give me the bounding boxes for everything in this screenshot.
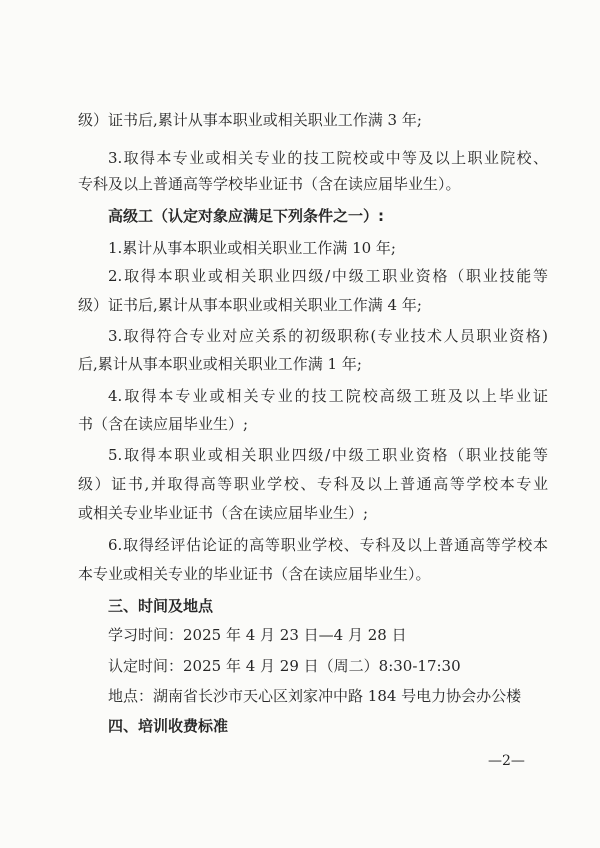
text-line: 3.取得本专业或相关专业的技工院校或中等及以上职业院校、 [108,149,548,167]
section-heading: 高级工（认定对象应满足下列条件之一）: [108,207,385,225]
text-line: 认定时间：2025 年 4 月 29 日（周二）8:30-17:30 [108,657,461,675]
text-line: 级）证书后,累计从事本职业或相关职业工作满 3 年; [78,111,422,129]
text-line: 5.取得本职业或相关职业四级/中级工职业资格（职业技能等 [108,446,548,464]
text-line: 6.取得经评估论证的高等职业学校、专科及以上普通高等学校本 [108,536,548,554]
text-line: 4.取得本专业或相关专业的技工院校高级工班及以上毕业证 [108,387,548,405]
text-line: 或相关专业毕业证书（含在读应届毕业生）; [78,504,369,522]
text-line: 书（含在读应届毕业生）; [78,415,249,433]
text-line: 2.取得本职业或相关职业四级/中级工职业资格（职业技能等 [108,267,548,285]
text-line: 级）证书后,累计从事本职业或相关职业工作满 4 年; [78,296,422,314]
text-line: 3.取得符合专业对应关系的初级职称(专业技术人员职业资格) [108,327,548,345]
text-line: 专科及以上普通高等学校毕业证书（含在读应届毕业生）。 [78,175,461,193]
text-line: 后,累计从事本职业或相关职业工作满 1 年; [78,355,362,373]
section-heading: 四、培训收费标准 [108,717,229,735]
text-line: 地点：湖南省长沙市天心区刘家冲中路 184 号电力协会办公楼 [108,687,522,705]
page-number: —2— [488,753,525,769]
text-line: 本专业或相关专业的毕业证书（含在读应届毕业生）。 [78,565,431,583]
text-line: 1.累计从事本职业或相关职业工作满 10 年; [108,239,396,257]
text-line: 级）证书,并取得高等职业学校、专科及以上普通高等学校本专业 [78,475,548,493]
section-heading: 三、时间及地点 [108,597,214,615]
text-line: 学习时间：2025 年 4 月 23 日—4 月 28 日 [108,626,407,644]
